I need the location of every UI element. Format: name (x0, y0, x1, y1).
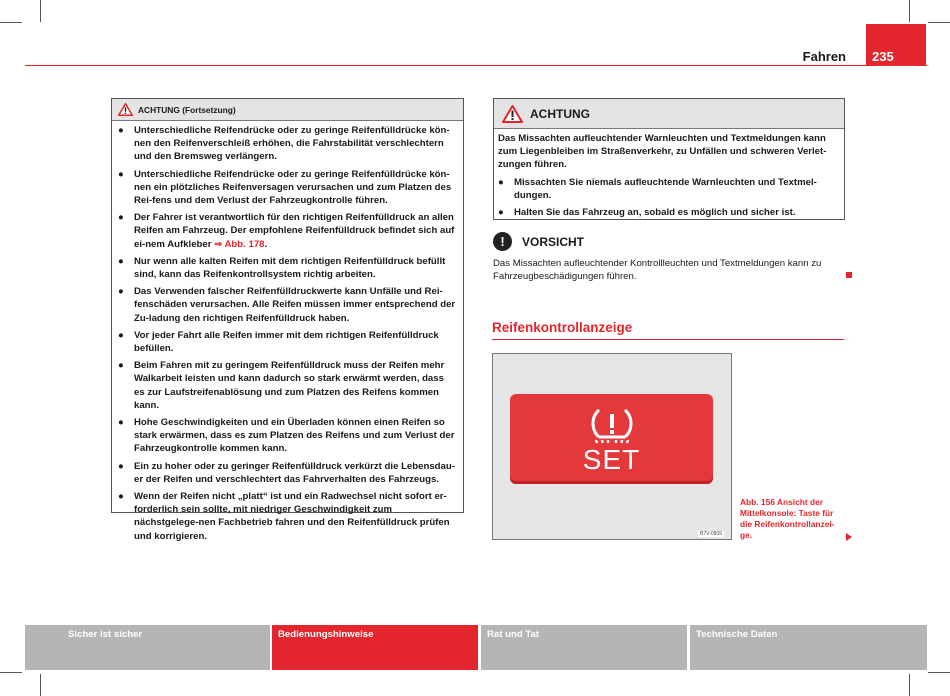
list-item-text: Ein zu hoher oder zu geringer Reifenfülldruck verkürzt die Lebensdau-er der Reifen und verschlechtert das Fahrverhalten des Fahrzeugs. (134, 460, 455, 485)
list-item: ● Halten Sie das Fahrzeug an, sobald es möglich und sicher ist. (498, 207, 796, 219)
list-item: ● Hohe Geschwindigkeiten und ein Überladen können einen Reifen so stark erwärmen, dass es zum Platzen des Reifens und zum Verlust der Fahrzeugkontrolle kommen kann. (118, 416, 457, 456)
caution-header (493, 232, 845, 251)
list-item: ● Vor jeder Fahrt alle Reifen immer mit dem richtigen Reifenfülldruck befüllen. (118, 329, 457, 355)
footer-tab-label: Bedienungshinweise (278, 629, 374, 640)
list-item-text: Halten Sie das Fahrzeug an, sobald es möglich und sicher ist. (514, 207, 796, 219)
warning-header (494, 99, 844, 129)
list-item: ● Unterschiedliche Reifendrücke oder zu geringe Reifenfülldrücke kön-nen den Reifenverschleiß erhöhen, die Fahrstabilität verschlechtern und den Bremsweg verlängern. (118, 124, 457, 164)
warning-body (494, 129, 844, 219)
list-item-text: Nur wenn alle kalten Reifen mit dem richtigen Reifenfülldruck befüllt sind, kann das Reifenkontrollsystem richtig arbeiten. (134, 255, 446, 281)
continue-arrow-icon (846, 533, 852, 541)
tpms-set-button (510, 394, 713, 484)
list-item-text: Das Verwenden falscher Reifenfülldruckwerte kann Unfälle und Rei-fenschäden verursachen. Alle Reifen müssen immer entsprechend der Zu-ladung den richtigen Reifenfülldruck haben. (134, 286, 456, 324)
exclamation-icon: ! (493, 232, 512, 251)
page-number: 235 (866, 24, 926, 66)
list-item: ● Das Verwenden falscher Reifenfülldruckwerte kann Unfälle und Rei-fenschäden verursachen. Alle Reifen müssen immer entsprechend der Zu-ladung den richtigen Reifenfülldruck haben. (118, 286, 456, 324)
footer-tab-sicher-ist-sicher[interactable] (25, 625, 270, 670)
list-item-text: Vor jeder Fahrt alle Reifen immer mit dem richtigen Reifenfülldruck befüllen. (134, 329, 439, 355)
crop-mark (0, 672, 22, 673)
list-item: ● Wenn der Reifen nicht „platt“ ist und ein Radwechsel nicht sofort er-forderlich sein sollte, mit niedriger Geschwindigkeit zum nächstgelege-nen Fachbetrieb fahren und den Reifenfülldruck prüfen und korrigieren. (118, 490, 457, 543)
list-item-text: Wenn der Reifen nicht „platt“ ist und ein Radwechsel nicht sofort er-forderlich sein sollte, mit niedriger Geschwindigkeit zum nächstgelege-nen Fachbetrieb fahren und den Reifenfülldruck prüfen und korrigieren. (134, 491, 450, 542)
footer-tab-bedienungshinweise[interactable] (272, 625, 478, 670)
crop-mark (909, 0, 910, 22)
list-item: ● Ein zu hoher oder zu geringer Reifenfülldruck verkürzt die Lebensdau-er der Reifen und verschlechtert das Fahrverhalten des Fahrzeugs. (118, 460, 457, 486)
list-item-text: Unterschiedliche Reifendrücke oder zu geringe Reifenfülldrücke kön-nen den Reifenverschleiß erhöhen, die Fahrstabilität verschlechtern und den Bremsweg verlängern. (134, 125, 450, 163)
list-item: ● Nur wenn alle kalten Reifen mit dem richtigen Reifenfülldruck befüllt sind, kann das Reifenkontrollsystem richtig arbeiten. (118, 255, 457, 281)
footer-tab-label: Rat und Tat (487, 629, 540, 640)
crop-mark (928, 22, 950, 23)
list-item-text: Unterschiedliche Reifendrücke oder zu geringe Reifenfülldrücke kön-nen ein plötzliches Reifenversagen verursachen und zum Platzen des Rei-fens und dem Verlust der Fahrzeugkontrolle führen. (134, 168, 452, 207)
crop-mark (40, 674, 41, 696)
list-item: ● Beim Fahren mit zu geringem Reifenfülldruck muss der Reifen mehr Walkarbeit leisten und kann dadurch so stark erwärmt werden, dass es zur Laufstreifenablösung und zum Platzen des Reifens kommen kann. (118, 359, 457, 412)
footer-tab-label: Sicher ist sicher (68, 629, 143, 640)
warning-title: ACHTUNG (530, 106, 590, 121)
header-rule (25, 65, 927, 66)
crop-mark (928, 672, 950, 673)
set-button-label: SET (582, 444, 641, 475)
caution-block (493, 232, 845, 283)
crop-mark (0, 22, 22, 23)
warning-triangle-icon (118, 103, 133, 116)
crop-mark (40, 0, 41, 22)
section-end-marker (846, 272, 852, 278)
footer-tab-technische-daten[interactable] (690, 625, 927, 670)
caution-title: VORSICHT (522, 234, 585, 249)
warning-triangle-icon (502, 105, 523, 123)
figure-reference-link[interactable]: ⇒ Abb. 178 (214, 238, 265, 250)
figure-caption: Abb. 156 Ansicht der Mittelkonsole: Taste für die Reifenkontrollanzei-ge. (740, 497, 835, 540)
warning-continued-box (111, 98, 464, 542)
warning-continued-title: ACHTUNG (Fortsetzung) (138, 104, 236, 115)
warning-intro: Das Missachten aufleuchtender Warnleuchten und Textmeldungen kann zum Liegenbleiben im Straßenverkehr, zu Unfällen und schweren Verlet-zungen führen. (498, 133, 827, 171)
warning-box (493, 98, 845, 220)
section-heading-rule (492, 339, 844, 340)
list-item-text: Der Fahrer ist verantwortlich für den richtigen Reifenfülldruck an allen Reifen am Fahrzeug. Der empfohlene Reifenfülldruck befindet sich auf ei-nem Aufkleber (134, 212, 455, 250)
figure-tpms-button (492, 353, 732, 540)
tire-pressure-warning-icon (587, 408, 637, 446)
list-item-tail: . (264, 238, 268, 250)
running-header-title: Fahren (802, 49, 846, 64)
footer-tab-label: Technische Daten (696, 629, 778, 640)
warning-continued-header (112, 99, 463, 121)
caution-text: Das Missachten aufleuchtender Kontrollleuchten und Textmeldungen kann zu Fahrzeugbeschädigungen führen. (493, 258, 822, 282)
list-item: ● Der Fahrer ist verantwortlich für den richtigen Reifenfülldruck an allen Reifen am Fahrzeug. Der empfohlene Reifenfülldruck befindet sich auf ei-nem Aufkleber ⇒ Abb. 178. (118, 212, 455, 250)
list-item-text: Beim Fahren mit zu geringem Reifenfülldruck muss der Reifen mehr Walkarbeit leisten und kann dadurch so stark erwärmt werden, dass es zur Laufstreifenablösung und zum Platzen des Reifens kommen kann. (134, 360, 445, 411)
list-item: ● Unterschiedliche Reifendrücke oder zu geringe Reifenfülldrücke kön-nen ein plötzliches Reifenversagen verursachen und zum Platzen des Rei-fens und dem Verlust der Fahrzeugkontrolle führen. (118, 168, 457, 208)
figure-code: B7V-0509 (700, 531, 722, 537)
list-item: ● Missachten Sie niemals aufleuchtende Warnleuchten und Textmel-dungen. (498, 176, 838, 202)
footer-tab-rat-und-tat[interactable] (481, 625, 687, 670)
list-item-text: Missachten Sie niemals aufleuchtende Warnleuchten und Textmel-dungen. (514, 176, 817, 201)
warning-continued-list (112, 121, 463, 543)
crop-mark (909, 674, 910, 696)
section-heading: Reifenkontrollanzeige (492, 320, 633, 335)
list-item-text: Hohe Geschwindigkeiten und ein Überladen können einen Reifen so stark erwärmen, dass es zum Platzen des Reifens und zum Verlust der Fahrzeugkontrolle kommen kann. (134, 417, 455, 455)
